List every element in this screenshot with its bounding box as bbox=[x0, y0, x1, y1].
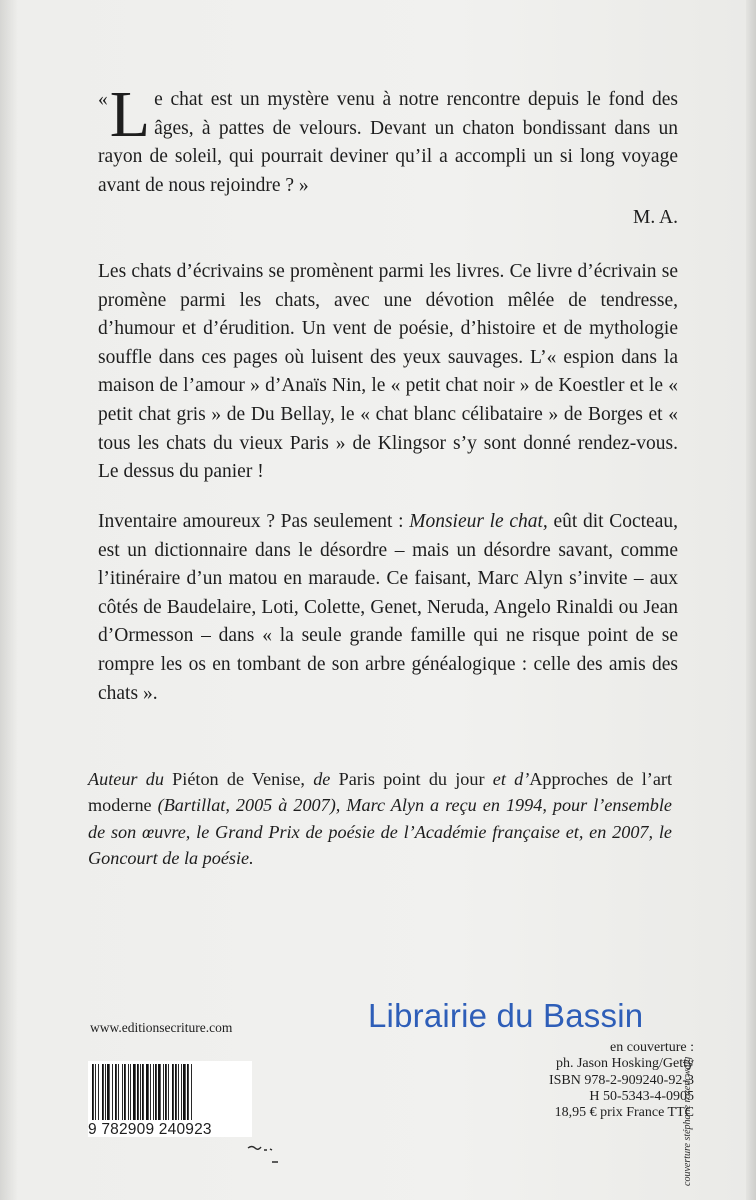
drop-cap: L bbox=[109, 78, 151, 151]
barcode-bar bbox=[107, 1064, 110, 1120]
publisher-website: www.editionsecriture.com bbox=[90, 1020, 233, 1035]
bio-part: (Bartillat, 2005 à 2007), Marc Alyn a reçu en 1994, pour l’ensemble de son œuvre, le Grand Prix de poésie de l’Académie française et, en 2007, le Goncourt de la poésie. bbox=[88, 795, 672, 869]
ink-smudge bbox=[246, 1140, 286, 1170]
barcode-bar bbox=[102, 1064, 104, 1120]
epigraph-quote bbox=[98, 78, 678, 233]
barcode-bar bbox=[122, 1064, 123, 1120]
photo-credit: ph. Jason Hosking/Getty bbox=[555, 1056, 694, 1072]
barcode-digit-first: 9 bbox=[88, 1121, 97, 1138]
barcode-bar bbox=[165, 1064, 167, 1120]
bookshop-stamp: Librairie du Bassin bbox=[368, 997, 644, 1034]
barcode-bar bbox=[183, 1064, 186, 1120]
barcode-bar bbox=[105, 1064, 106, 1120]
cover-credits bbox=[549, 1040, 694, 1121]
book-title: Monsieur le chat, bbox=[409, 511, 548, 532]
barcode-bar bbox=[187, 1064, 189, 1120]
barcode-bars bbox=[92, 1064, 246, 1120]
barcode-bar bbox=[140, 1064, 141, 1120]
barcode-bar bbox=[115, 1064, 117, 1120]
barcode-bar bbox=[153, 1064, 154, 1120]
credit-line: en couverture : bbox=[610, 1040, 694, 1055]
price: 18,95 € prix France TTC bbox=[554, 1105, 694, 1121]
barcode-number bbox=[88, 1121, 252, 1139]
barcode-bar bbox=[191, 1064, 192, 1120]
barcode-bar bbox=[112, 1064, 113, 1120]
barcode-bar bbox=[137, 1064, 139, 1120]
barcode-bar bbox=[146, 1064, 149, 1120]
barcode-bar bbox=[155, 1064, 157, 1120]
barcode-bar bbox=[142, 1064, 144, 1120]
barcode-bar bbox=[178, 1064, 179, 1120]
bio-title-approches: Approches de l’art moderne bbox=[88, 769, 673, 816]
opening-guillemet: « bbox=[98, 89, 108, 110]
bio-part: de bbox=[313, 769, 331, 789]
barcode-bar bbox=[150, 1064, 151, 1120]
barcode-bar bbox=[133, 1064, 136, 1120]
barcode-bar bbox=[124, 1064, 126, 1120]
barcode-digits-right: 240923 bbox=[158, 1121, 212, 1138]
barcode-bar bbox=[175, 1064, 177, 1120]
bio-part: et d’ bbox=[492, 769, 530, 789]
barcode-bar bbox=[118, 1064, 119, 1120]
isbn: ISBN 978-2-909240-92-3 bbox=[548, 1072, 694, 1088]
barcode-bar bbox=[181, 1064, 182, 1120]
author-bio bbox=[88, 766, 672, 872]
quote-text: e chat est un mystère venu à notre rencontre depuis le fond des âges, à pattes de velours. Devant un chaton bondissant dans un rayon de soleil, qui pourrait deviner qu’il a accompli un si long voyage avant de nous rejoindre ? » bbox=[98, 89, 678, 196]
barcode-bar bbox=[163, 1064, 164, 1120]
barcode-bar bbox=[128, 1064, 129, 1120]
barcode-bar bbox=[172, 1064, 174, 1120]
barcode-bar bbox=[95, 1064, 96, 1120]
barcode-bar bbox=[158, 1064, 161, 1120]
barcode-digits-left: 782909 bbox=[101, 1121, 155, 1138]
quote-signature: M. A. bbox=[633, 207, 678, 229]
barcode-bar bbox=[168, 1064, 169, 1120]
side-credit-text: couverture stéphane rozencwajg bbox=[682, 1056, 693, 1186]
paragraph-2-start: Inventaire amoureux ? Pas seulement : bbox=[98, 511, 410, 532]
bio-title-pieton: Piéton de Venise, bbox=[163, 769, 314, 789]
bio-part: Auteur du bbox=[88, 769, 164, 789]
cover-edge bbox=[746, 0, 756, 1200]
blurb-paragraph-2 bbox=[98, 508, 678, 708]
side-credit bbox=[676, 990, 696, 1190]
blurb-paragraph-1: Les chats d’écrivains se promènent parmi les livres. Ce livre d’écrivain se promène parmi les chats, avec une dévotion mêlée de tendresse, d’humour et d’érudition. Un vent de poésie, d’histoire et de mythologie souffle dans ces pages où luisent des yeux sauvages. L’« espion dans la maison de l’amour » d’Anaïs Nin, le « petit chat noir » de Koestler et le « petit chat gris » de Du Bellay, le « chat blanc célibataire » de Borges et « tous les chats du vieux Paris » de Klingsor s’y sont donné rendez-vous. Le dessus du panier ! bbox=[98, 261, 678, 483]
barcode-bar bbox=[130, 1064, 131, 1120]
paragraph-2-end: eût dit Cocteau, est un dictionnaire dans le désordre – mais un désordre savant, comme l’itinéraire d’un matou en maraude. Ce faisant, Marc Alyn s’invite – aux côtés de Baudelaire, Loti, Colette, Genet, Neruda, Angelo Rinaldi ou Jean d’Ormesson – dans « la seule grande famille qui ne risque point de se rompre les os en tombant de son arbre généalogique : celle des amis des chats ». bbox=[98, 511, 678, 704]
bio-title-paris: Paris point du jour bbox=[330, 769, 493, 789]
product-code: H 50-5343-4-0905 bbox=[589, 1088, 694, 1104]
barcode-bar bbox=[98, 1064, 99, 1120]
barcode-bar bbox=[92, 1064, 94, 1120]
barcode bbox=[88, 1061, 252, 1137]
